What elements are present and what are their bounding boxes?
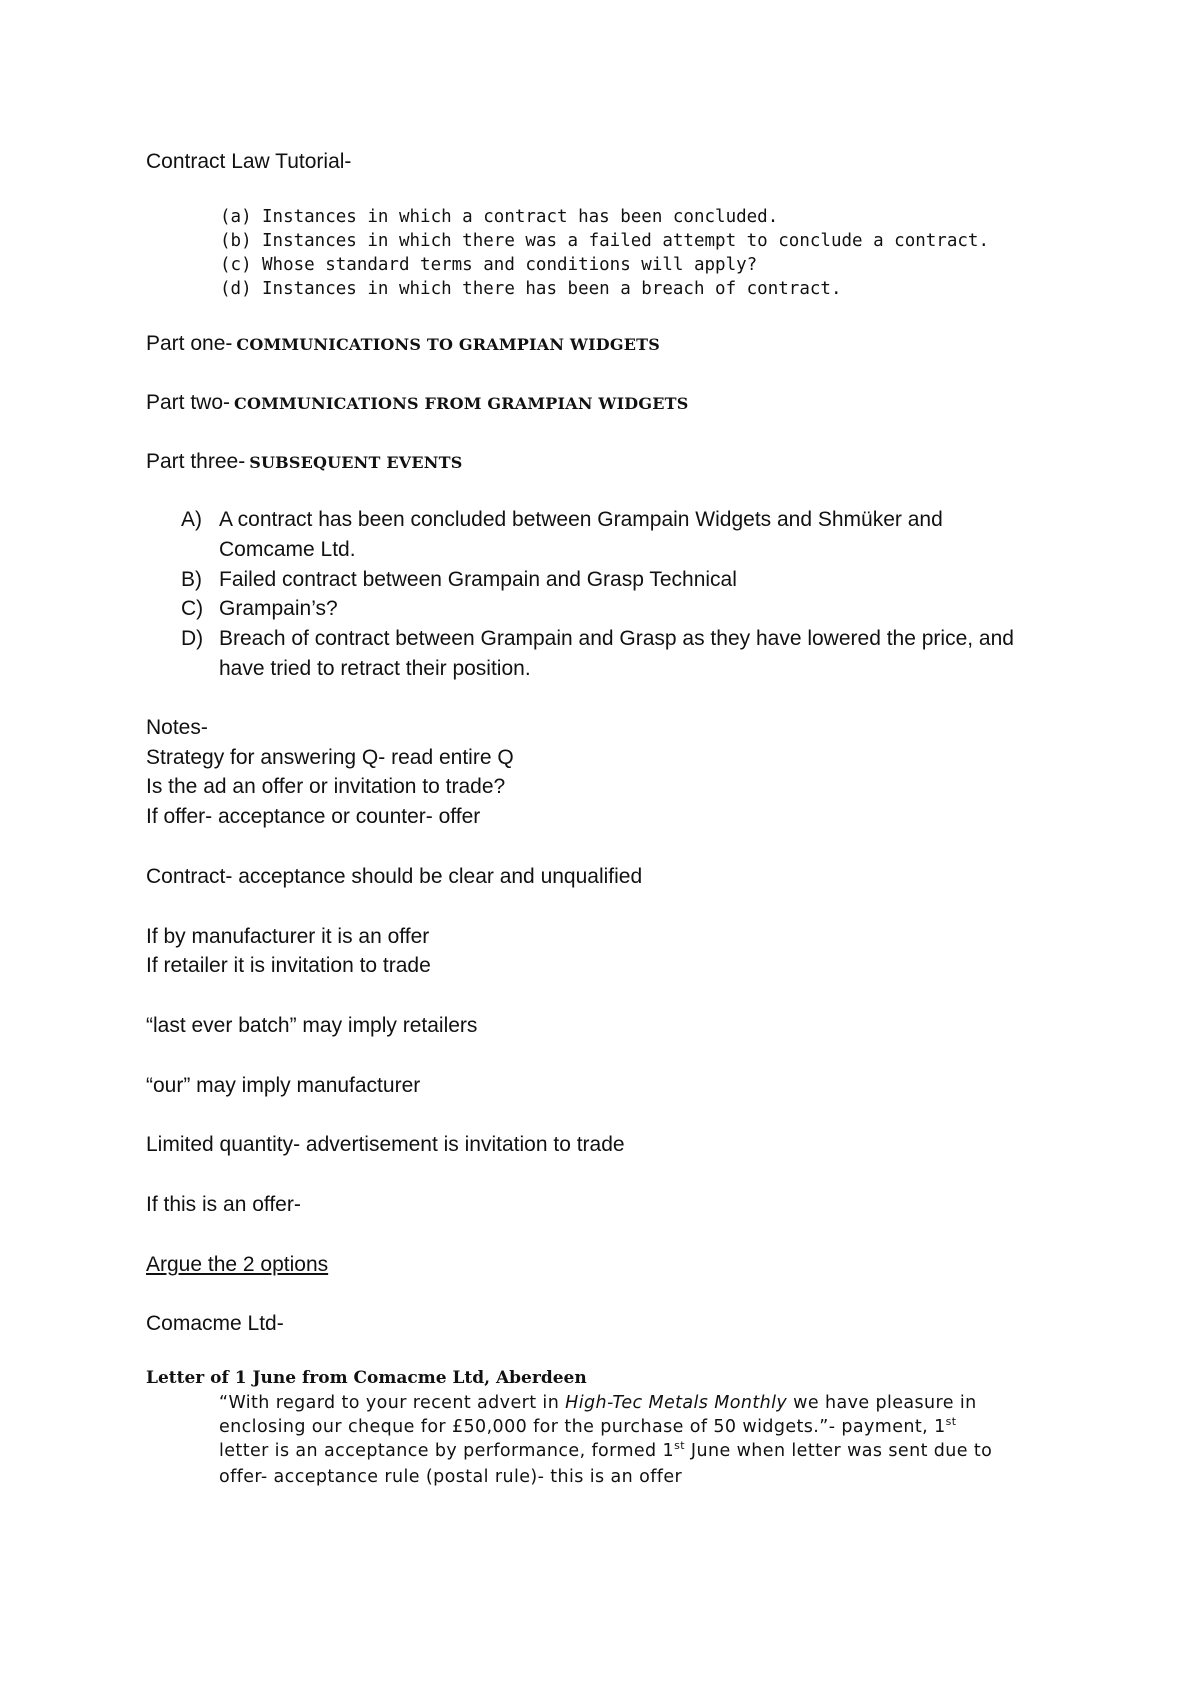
part-heading <box>146 332 660 356</box>
answer-continuation: Comcame Ltd. <box>219 538 356 561</box>
note-line: “our” may imply manufacturer <box>146 1074 421 1097</box>
task-item-text: Whose standard terms and conditions will apply? <box>262 255 758 275</box>
answer-item <box>181 568 737 592</box>
part-prefix: Part two- <box>146 391 231 414</box>
task-item <box>220 279 841 299</box>
task-item-label: (c) <box>220 255 252 275</box>
letter-heading: Letter of 1 June from Comacme Ltd, Aberdeen <box>146 1368 587 1388</box>
note-line: If this is an offer- <box>146 1193 301 1216</box>
part-title: COMMUNICATIONS FROM GRAMPIAN WIDGETS <box>234 394 689 413</box>
letter-text: we have pleasure in <box>787 1393 977 1413</box>
answer-text: Failed contract between Grampain and Grasp Technical <box>219 568 737 591</box>
answer-text: Grampain’s? <box>219 597 338 620</box>
task-item-label: (d) <box>220 279 252 299</box>
ordinal-suffix: st <box>945 1415 957 1428</box>
answer-continuation: have tried to retract their position. <box>219 657 531 680</box>
part-heading <box>146 450 462 474</box>
note-line: Is the ad an offer or invitation to trade? <box>146 775 506 798</box>
note-line: If offer- acceptance or counter- offer <box>146 805 481 828</box>
task-item-text: Instances in which there was a failed attempt to conclude a contract. <box>262 231 989 251</box>
answer-text: A contract has been concluded between Grampain Widgets and Shmüker and <box>219 508 943 531</box>
note-line: Limited quantity- advertisement is invitation to trade <box>146 1133 625 1156</box>
task-item <box>220 255 757 275</box>
publication-name: High-Tec Metals Monthly <box>565 1393 788 1413</box>
note-line: “last ever batch” may imply retailers <box>146 1014 478 1037</box>
part-prefix: Part three- <box>146 450 246 473</box>
letter-text: enclosing our cheque for £50,000 for the purchase of 50 widgets.”- payment, 1 <box>219 1417 946 1437</box>
ordinal-suffix: st <box>674 1439 685 1452</box>
part-title: SUBSEQUENT EVENTS <box>249 453 463 472</box>
answer-label: A) <box>181 508 202 531</box>
answer-label: C) <box>181 597 204 620</box>
answer-item <box>181 508 943 532</box>
task-item-label: (b) <box>220 231 252 251</box>
letter-quote-line <box>219 1393 977 1413</box>
task-item <box>220 231 989 251</box>
task-item-text: Instances in which there has been a breach of contract. <box>262 279 842 299</box>
letter-quote-line <box>219 1441 992 1461</box>
answer-item <box>181 597 338 621</box>
note-line: If by manufacturer it is an offer <box>146 925 430 948</box>
answer-label: B) <box>181 568 202 591</box>
note-line: If retailer it is invitation to trade <box>146 954 431 977</box>
task-item-label: (a) <box>220 207 252 227</box>
part-heading <box>146 391 688 415</box>
part-prefix: Part one- <box>146 332 233 355</box>
task-item-text: Instances in which a contract has been concluded. <box>262 207 779 227</box>
answer-text: Breach of contract between Grampain and Grasp as they have lowered the price, and <box>219 627 1014 650</box>
answer-item <box>181 627 1014 651</box>
note-line: Contract- acceptance should be clear and unqualified <box>146 865 643 888</box>
letter-quote-line <box>219 1417 957 1437</box>
letter-text: June when letter was sent due to <box>684 1441 993 1461</box>
note-line: Comacme Ltd- <box>146 1312 284 1335</box>
document-title: Contract Law Tutorial- <box>146 150 352 173</box>
part-title: COMMUNICATIONS TO GRAMPIAN WIDGETS <box>236 335 660 354</box>
letter-text: letter is an acceptance by performance, formed 1 <box>219 1441 675 1461</box>
letter-quote-line: offer- acceptance rule (postal rule)- this is an offer <box>219 1467 683 1487</box>
answer-label: D) <box>181 627 204 650</box>
note-line: Strategy for answering Q- read entire Q <box>146 746 514 769</box>
task-item <box>220 207 778 227</box>
letter-text: “With regard to your recent advert in <box>219 1393 566 1413</box>
underlined-note: Argue the 2 options <box>146 1253 329 1276</box>
notes-heading: Notes- <box>146 716 208 739</box>
